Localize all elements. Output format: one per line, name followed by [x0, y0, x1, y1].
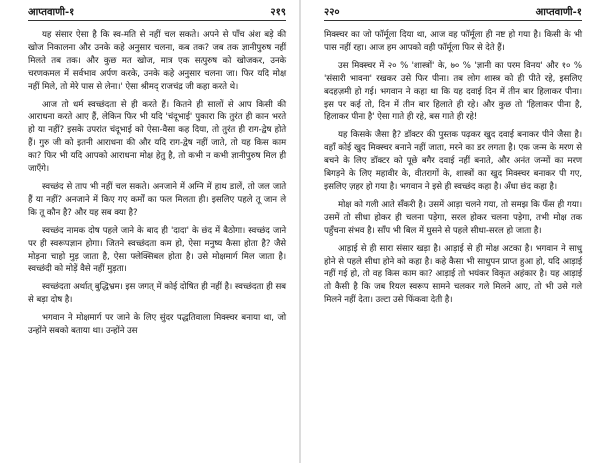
- right-header-title: आप्तवाणी-१: [535, 7, 582, 18]
- right-page-number: २२०: [324, 7, 340, 18]
- right-paragraph-2: उस मिक्स्चर में २० % 'शास्त्रों' के, ७० % 'ज्ञानी का परम विनय' और १० % 'संसारी भावना' रखकर उसे फिर पीना। तब लोग शास्त्र को ही पीते रहे, इसलिए बदहज़मी हो गई। भगवान ने कहा था कि यह दवाई दिन में तीन बार हिलाकर पीना। इस पर कई तो, दिन में तीन बार हिलाते ही रहे। और कुछ तो 'हिलाकर पीना है, हिलाकर पीना है' ऐसा गाते ही रहे, बस गाते ही रहे!: [324, 60, 582, 123]
- left-paragraph-6: भगवान ने मोक्षमार्ग पर जाने के लिए सुंदर पद्धतिवाला मिक्स्चर बनाया था, जो उन्होंने सबको बताया था। उन्होंने उस: [28, 313, 286, 337]
- left-paragraph-5: स्वच्छंदता अर्थात् बुद्धिभ्रम। इस जगत् में कोई दोषित ही नहीं है। स्वच्छंदता ही सब से बड़ा दोष है।: [28, 282, 286, 306]
- left-paragraph-1: यह संसार ऐसा है कि स्व-मति से नहीं चल सकते। अपने से पाँच अंश बड़े की खोज निकालना और उनके कहे अनुसार चलना, कब तक? जब तक ज्ञानीपुरुष नहीं मिलते तब तक। और कुछ मत खोज, मात्र एक सत्पुरुष को खोजकर, उनके चरणकमल में सर्वभाव अर्पण करके, उनके कहे अनुसार चलना जा। फिर यदि मोक्ष नहीं मिले, तो मेरे पास से लेना।' ऐसा श्रीमद् राजचंद्र जी कहा करते थे।: [28, 30, 286, 92]
- left-paragraph-3: स्वच्छंद से ताप भी नहीं चल सकते। अनजाने में अग्नि में हाथ डालें, तो जल जाते हैं या नहीं? अनजाने में किए गए कर्मों का फल मिलता ही। इसलिए पहले तू जान ले कि तू कौन है? और यह सब क्या है?: [28, 181, 286, 218]
- left-paragraph-2: आज तो धर्म स्वच्छंदता से ही करते हैं। कितने ही सालों से आप किसी की आराधना करते आए हैं, लेकिन फिर भी यदि 'चंदूभाई' पुकारा कि तुरंत ही कान भरते हो या नहीं? इसके उपरांत चंदूभाई को ऐसा-वैसा कह दिया, तो तुरंत ही राग-द्वेष होते हैं। गुरु जी को इतनी आराधना की और यदि राग-द्वेष नहीं जाते, तो यह किस काम का? फिर भी यदि आपको आराधना मोक्ष हेतु है, तो कभी न कभी ज्ञानीपुरुष मिल ही जाएँगे।: [28, 99, 286, 175]
- right-paragraph-5: आड़ाई से ही सारा संसार खड़ा है। आड़ाई से ही मोक्ष अटका है। भगवान ने साधु होने से पहले सीधा होने को कहा है। कहे कैसा भी साधुपन प्राप्त हुआ हो, यदि आड़ाई नहीं गई हो, तो वह किस काम का? आड़ाई तो भयंकर विकृत अहंकार है। यह आड़ाई तो कैसी है कि जब रियल स्वरूप सामने चलकर गले मिलने आए, तो भी उसे गले मिलने नहीं देता। उल्टा उसे फिंकवा देती है।: [324, 243, 582, 306]
- right-paragraph-1: मिक्स्चर का जो फॉर्मूला दिया था, आज वह फॉर्मूला ही नष्ट हो गया है। किसी के भी पास नहीं रहा। आज हम आपको वही फॉर्मूला फिर से देते हैं।: [324, 30, 582, 53]
- right-paragraph-3: यह किसके जैसा है? डॉक्टर की पुस्तक पढ़कर खुद दवाई बनाकर पीने जैसा है। वहाँ कोई खुद मिक्स्चर बनाने नहीं जाता, मरने का डर लगता है। एक जन्म के मरण से बचने के लिए डॉक्टर को पूछे बगैर दवाई नहीं बनाते, और अनंत जन्मों का मरण बिगड़ने के लिए महावीर के, वीतरागों के, शास्त्रों का खुद मिक्स्चर बनाकर पी गए, इसलिए ज़हर हो गया है। भगवान ने इसे ही स्वच्छंद कहा है। अँधा छंद कहा है।: [324, 130, 582, 192]
- left-paragraph-4: स्वच्छंद नामक दोष पहले जाने के बाद ही 'दादा' के छंद में बैठोगा। स्वच्छंद जाने पर ही स्वरूपज्ञान होगा। जितने स्वच्छंदता कम हो, ऐसा मनुष्य कैसा होता है? जैसे मोड़ना चाहो मुड़ जाता है, ऐसा फ्लेक्सिबल होता है। उसे मोक्षमार्ग मिल जाता है। स्वच्छंदी को मोड़ें वैसे नहीं मुड़ता।: [28, 225, 286, 275]
- right-page: [300, 0, 600, 463]
- left-page-header: [28, 6, 286, 21]
- left-page-number: २१९: [270, 7, 286, 18]
- right-paragraph-4: मोक्ष को गली आते सँकरी है। उसमें आड़ा चलने गया, तो समझ कि फँस ही गया। उसमें तो सीधा होकर ही चलना पड़ेगा, सरल होकर चलना पड़ेगा, तभी मोक्ष तक पहुँचना संभव है। साँप भी बिल में घुसने से पहले सीधा-सरल हो जाता है।: [324, 199, 582, 236]
- left-header-title: आप्तवाणी-१: [28, 7, 75, 18]
- right-page-header: [324, 6, 582, 21]
